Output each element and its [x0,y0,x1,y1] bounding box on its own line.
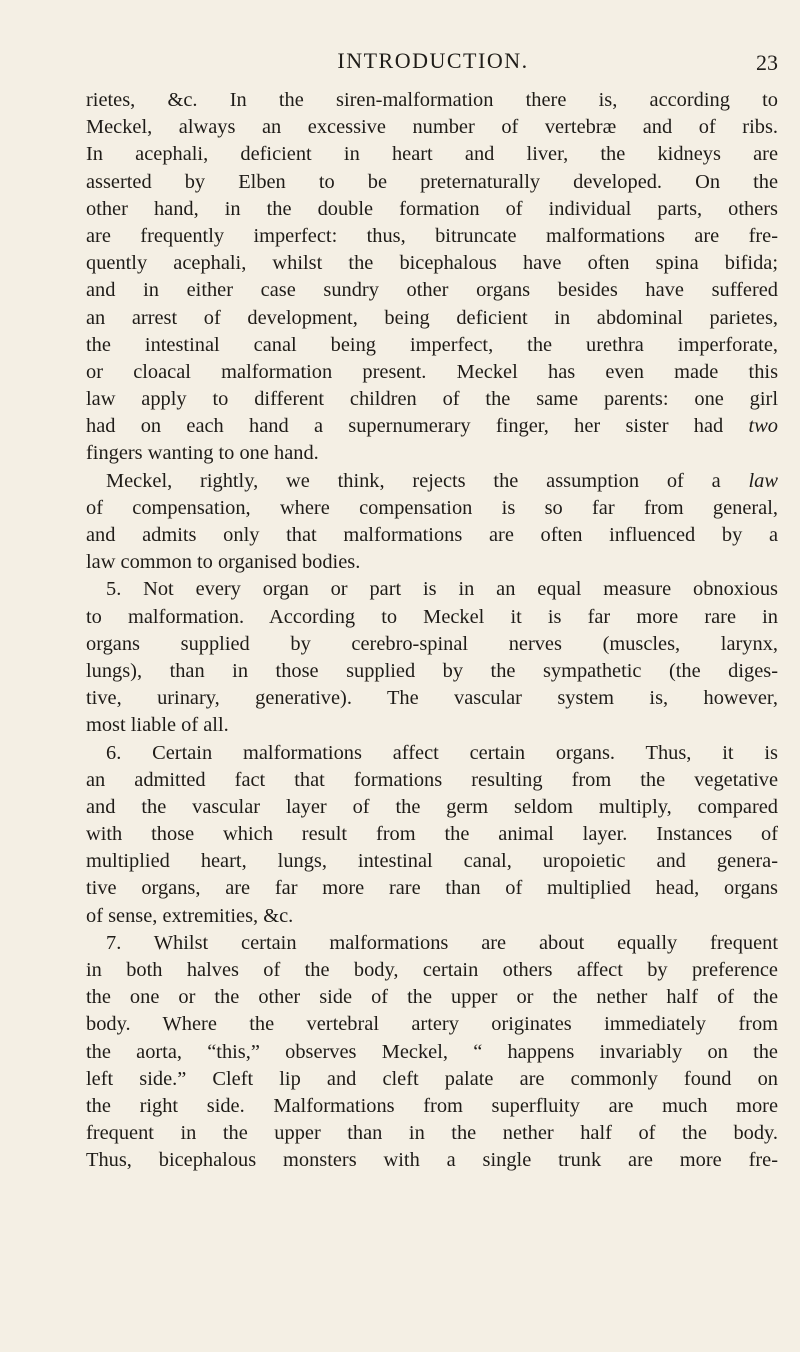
text-line-content: to malformation. According to Meckel it is far more rare in [86,605,778,628]
text-line [86,712,778,739]
text-line [86,440,778,467]
text-line [86,930,778,957]
text-line [86,277,778,304]
text-line-content: multiplied heart, lungs, intestinal canal, uropoietic and genera- [86,850,778,873]
text-line-content: tive organs, are far more rare than of multiplied head, organs [86,877,778,900]
text-line [86,495,778,522]
running-head-title: INTRODUCTION. [337,48,529,73]
text-line [86,740,778,767]
text-line-content: and the vascular layer of the germ seldom multiply, compared [86,795,778,818]
text-line-content: rietes, &c. In the siren-malformation there is, according to [86,89,778,111]
page-number: 23 [756,50,778,75]
text-line [86,631,778,658]
text-line [86,169,778,196]
text-line [86,522,778,549]
text-line-content: Meckel, rightly, we think, rejects the assumption of a [106,469,721,492]
text-line [86,903,778,930]
text-line [86,1066,778,1093]
text-line [86,359,778,386]
body-text [86,87,778,1175]
text-line-content: the intestinal canal being imperfect, the urethra imperforate, [86,333,778,356]
text-line [86,549,778,576]
text-line-content: of compensation, where compensation is so far from general, [86,496,778,519]
text-line-content: most liable of all. [86,714,229,737]
text-line [86,332,778,359]
text-line-content: or cloacal malformation present. Meckel has even made this [86,360,778,383]
text-line [86,875,778,902]
text-line-content: an admitted fact that formations resulting from the vegetative [86,768,778,791]
text-line-content: in both halves of the body, certain others affect by preference [86,959,778,981]
text-line-content: asserted by Elben to be preternaturally developed. On the [86,170,778,193]
text-line-content: fingers wanting to one hand. [86,442,319,465]
text-line-content: the aorta, “this,” observes Meckel, “ happens invariably on the [86,1040,778,1063]
text-line [86,685,778,712]
text-line [86,1011,778,1038]
text-line [86,1039,778,1066]
text-line-content: organs supplied by cerebro-spinal nerves (muscles, larynx, [86,632,778,655]
text-line-content: frequent in the upper than in the nether half of the body. [86,1122,778,1145]
text-line [86,821,778,848]
text-line-content: Thus, bicephalous monsters with a single trunk are more fre- [86,1149,778,1172]
text-line [86,114,778,141]
text-line [86,141,778,168]
text-line-content: the one or the other side of the upper or the nether half of the [86,986,778,1009]
text-line [86,658,778,685]
text-line [86,250,778,277]
text-line-content: quently acephali, whilst the bicephalous have often spina bifida; [86,252,778,275]
text-line [86,1093,778,1120]
text-line [86,848,778,875]
text-line-content: the right side. Malformations from superfluity are much more [86,1094,778,1117]
text-line-content: 5. Not every organ or part is in an equal measure obnoxious [106,578,778,601]
text-line [86,1120,778,1147]
text-line-content: other hand, in the double formation of individual parts, others [86,197,778,220]
text-line-content: of sense, extremities, &c. [86,904,294,927]
text-line-content: with those which result from the animal layer. Instances of [86,823,778,846]
text-line-content: lungs), than in those supplied by the sympathetic (the diges- [86,659,778,682]
text-line [86,604,778,631]
italic-word: two [748,415,778,438]
text-line-content: In acephali, deficient in heart and liver, the kidneys are [86,143,778,166]
text-line-content: an arrest of development, being deficient in abdominal parietes, [86,306,778,329]
text-line-content: Meckel, always an excessive number of vertebræ and of ribs. [86,116,778,139]
text-line [86,794,778,821]
text-line [86,305,778,332]
italic-word: law [748,469,778,492]
text-line-content: 7. Whilst certain malformations are about equally frequent [106,931,778,954]
text-line [86,196,778,223]
text-line-content: body. Where the vertebral artery originates immediately from [86,1013,778,1036]
text-line [86,1147,778,1174]
text-line [86,223,778,250]
text-line-content: tive, urinary, generative). The vascular system is, however, [86,687,778,710]
text-line [86,957,778,984]
text-line [86,767,778,794]
text-line [86,413,778,440]
text-line-content: and in either case sundry other organs besides have suffered [86,279,778,302]
text-line [86,87,778,114]
text-line [86,576,778,603]
text-line-content: left side.” Cleft lip and cleft palate are commonly found on [86,1067,778,1090]
text-line-content: are frequently imperfect: thus, bitruncate malformations are fre- [86,224,778,247]
text-line-content: law apply to different children of the same parents: one girl [86,388,778,411]
text-line [86,468,778,495]
text-line-content: law common to organised bodies. [86,551,361,574]
running-head [88,46,778,80]
text-line [86,984,778,1011]
text-line-content: had on each hand a supernumerary finger, her sister had [86,415,724,438]
text-line-content: and admits only that malformations are often influenced by a [86,524,778,546]
text-line [86,386,778,413]
text-line-content: 6. Certain malformations affect certain organs. Thus, it is [106,741,778,764]
